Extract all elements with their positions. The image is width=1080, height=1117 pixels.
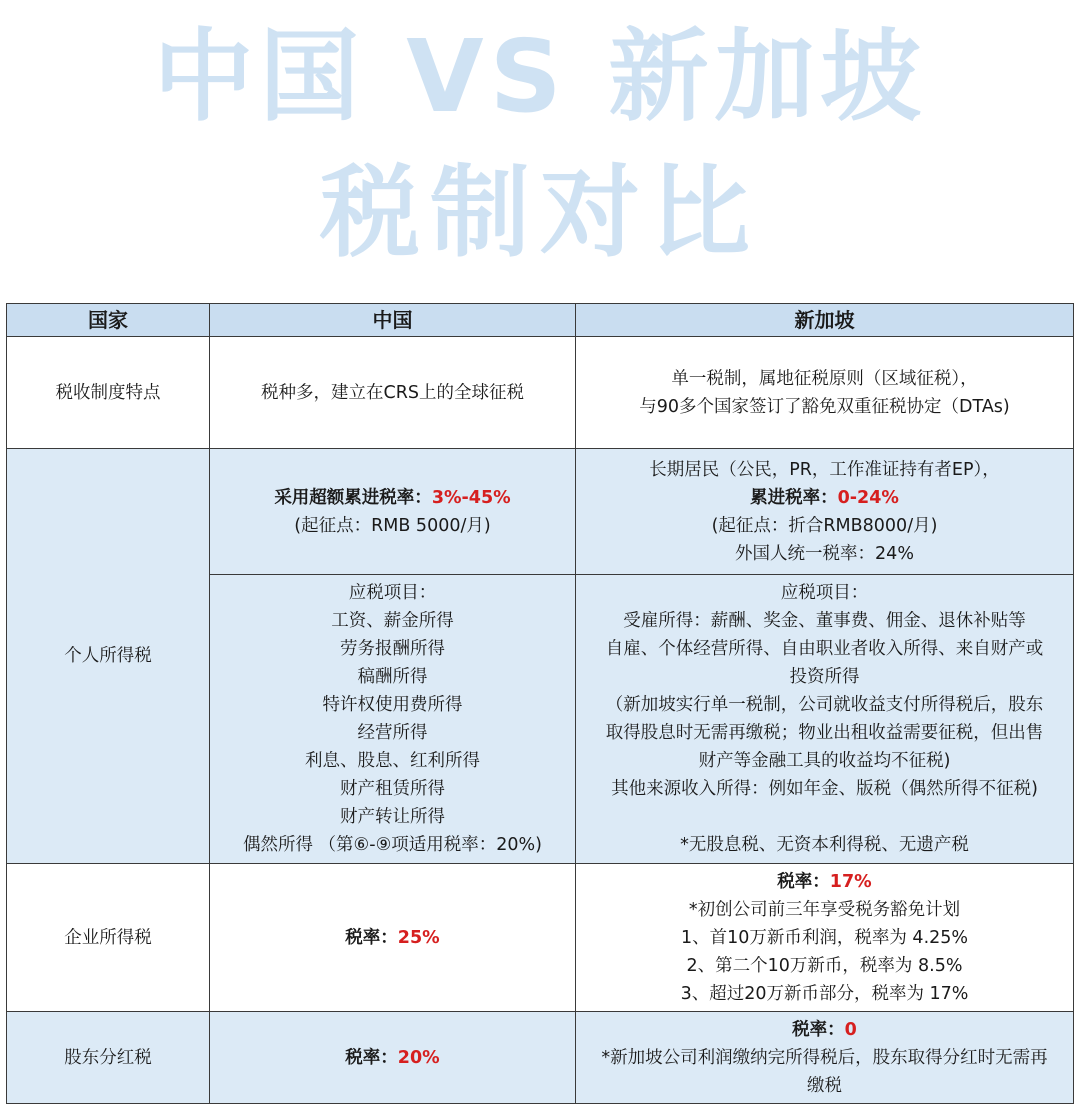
personal-sg-rate-value: 0-24% [837,487,899,508]
row-label-personal: 个人所得税 [7,449,210,864]
sg-item [582,803,1067,831]
dividend-sg-rate-label: 税率： [792,1019,845,1040]
system-singapore [576,337,1074,449]
sg-item: 自雇、个体经营所得、自由职业者收入所得、来自财产或 [605,639,1044,659]
page-subtitle: 税制对比 [320,154,760,271]
china-item: 偶然所得 （第⑥-⑨项适用税率：20%) [243,835,542,855]
personal-china-threshold: (起征点：RMB 5000/月) [294,515,491,536]
personal-items-singapore [576,575,1074,864]
corporate-sg-line: 2、第二个10万新币，税率为 8.5% [686,955,963,976]
dividend-singapore [576,1012,1074,1104]
corporate-china-rate-label: 税率： [345,927,398,948]
sg-item: 受雇所得：薪酬、奖金、董事费、佣金、退休补贴等 [623,611,1026,631]
personal-china-rate-line [216,484,569,512]
dividend-china [210,1012,576,1104]
china-item: 劳务报酬所得 [340,639,445,659]
header-country: 国家 [7,304,210,337]
corporate-sg-rate-value: 17% [829,871,872,892]
china-item: 特许权使用费所得 [322,695,463,715]
corporate-sg-line: *初创公司前三年享受税务豁免计划 [688,899,961,920]
row-label-system: 税收制度特点 [7,337,210,449]
row-label-dividend: 股东分红税 [7,1012,210,1104]
row-label-corporate: 企业所得税 [7,864,210,1012]
sg-item: （新加坡实行单一税制，公司就收益支付所得税后，股东 [605,695,1044,715]
personal-items-china [210,575,576,864]
table-row-system [7,337,1074,449]
page-title: 中国 VS 新加坡 [153,18,927,135]
corporate-sg-line: 3、超过20万新币部分，税率为 17% [680,983,969,1004]
dividend-sg-rate-value: 0 [844,1019,857,1040]
sg-item: *无股息税、无资本利得税、无遗产税 [680,835,969,855]
sg-item: 投资所得 [789,667,860,687]
personal-sg-threshold: (起征点：折合RMB8000/月) [711,515,938,536]
personal-sg-rate-label: 累进税率： [750,487,838,508]
china-item: 应税项目： [348,583,437,603]
dividend-sg-rate-line [582,1016,1067,1044]
china-item: 利息、股息、红利所得 [305,751,480,771]
corporate-sg-rate-line [582,868,1067,896]
dividend-china-rate-label: 税率： [345,1047,398,1068]
personal-rate-china [210,449,576,575]
header-china: 中国 [210,304,576,337]
personal-sg-rate-line [582,484,1067,512]
personal-china-rate-label: 采用超额累进税率： [274,487,432,508]
table-row-corporate [7,864,1074,1012]
dividend-china-rate-value: 20% [397,1047,440,1068]
china-item: 经营所得 [357,723,428,743]
corporate-singapore [576,864,1074,1012]
tax-comparison-table [6,303,1074,1104]
personal-sg-residents: 长期居民（公民，PR，工作准证持有者EP）， [649,459,1000,480]
table-header-row [7,304,1074,337]
corporate-sg-rate-label: 税率： [777,871,830,892]
personal-sg-foreigner-rate: 外国人统一税率：24% [735,543,914,564]
title-area [0,0,1080,300]
table-row-personal-rate [7,449,1074,575]
personal-rate-singapore [576,449,1074,575]
system-sg-line: 与90多个国家签订了豁免双重征税协定（DTAs) [639,396,1010,417]
sg-item: 其他来源收入所得：例如年金、版税（偶然所得不征税) [611,779,1038,799]
system-china: 税种多，建立在CRS上的全球征税 [210,337,576,449]
china-item: 财产租赁所得 [340,779,445,799]
china-item: 财产转让所得 [340,807,445,827]
header-singapore: 新加坡 [576,304,1074,337]
sg-item: 取得股息时无需再缴税；物业出租收益需要征税，但出售 [605,723,1044,743]
china-item: 工资、薪金所得 [331,611,454,631]
dividend-sg-line: *新加坡公司利润缴纳完所得税后，股东取得分红时无需再 [601,1047,1048,1068]
corporate-china [210,864,576,1012]
personal-china-rate-value: 3%-45% [431,487,511,508]
table-row-dividend [7,1012,1074,1104]
dividend-sg-line: 缴税 [807,1075,842,1096]
corporate-sg-line: 1、首10万新币利润，税率为 4.25% [680,927,969,948]
china-item: 稿酬所得 [357,667,428,687]
sg-item: 应税项目： [780,583,869,603]
system-sg-line: 单一税制，属地征税原则（区域征税）， [671,368,978,389]
sg-item: 财产等金融工具的收益均不征税) [698,751,951,771]
corporate-china-rate-value: 25% [397,927,440,948]
